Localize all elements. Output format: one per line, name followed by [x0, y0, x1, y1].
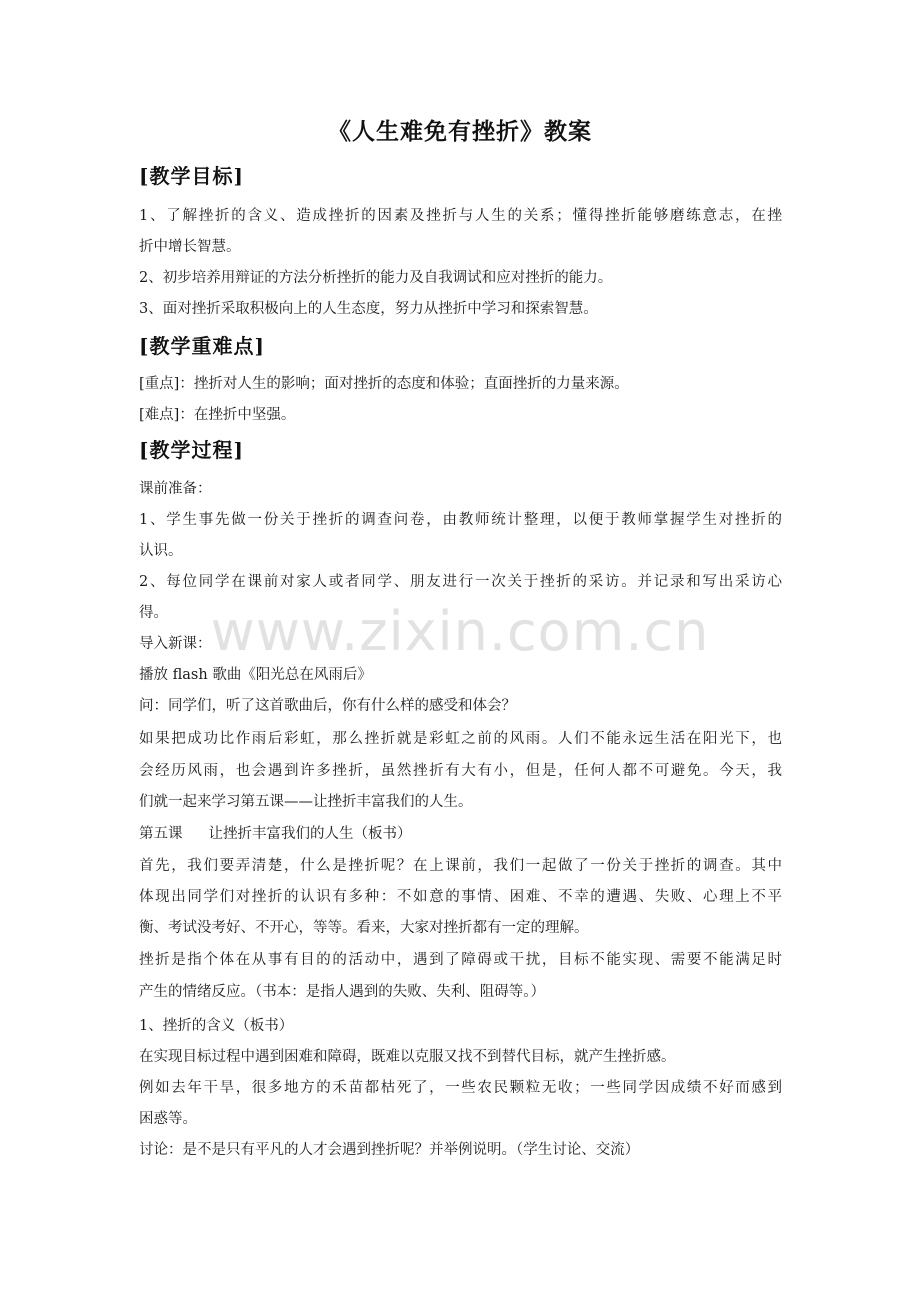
- process-line-20: 例如去年干旱，很多地方的禾苗都枯死了，一些农民颗粒无收；一些同学因成绩不好而感到: [139, 1080, 782, 1096]
- process-line-2: 1、学生事先做一份关于挫折的调查问卷，由教师统计整理，以便于教师掌握学生对挫折的: [139, 512, 782, 528]
- goals-line-3: 2、初步培养用辩证的方法分析挫折的能力及自我调试和应对挫折的能力。: [139, 270, 613, 286]
- process-line-15: 衡、考试没考好、不开心，等等。看来，大家对挫折都有一定的理解。: [139, 920, 589, 936]
- key-points-line-1: [重点]：挫折对人生的影响；面对挫折的态度和体验；直面挫折的力量来源。: [139, 376, 629, 392]
- lesson-number: 第五课: [139, 826, 183, 842]
- watermark: www.zixin.com.cn: [210, 600, 710, 663]
- goals-line-1: 1、了解挫折的含义、造成挫折的因素及挫折与人生的关系；懂得挫折能够磨练意志，在挫: [139, 208, 782, 224]
- key-points-line-2: [难点]：在挫折中坚强。: [139, 407, 296, 423]
- process-line-19: 在实现目标过程中遇到困难和障碍，既难以克服又找不到替代目标，就产生挫折感。: [139, 1049, 676, 1065]
- process-line-16: 挫折是指个体在从事有目的的活动中，遇到了障碍或干扰，目标不能实现、需要不能满足时: [139, 952, 782, 968]
- process-line-6: 导入新课：: [139, 636, 212, 652]
- process-line-18: 1、挫折的含义（板书）: [139, 1018, 294, 1034]
- goals-line-2: 折中增长智慧。: [139, 239, 241, 255]
- process-line-8: 问：同学们，听了这首歌曲后，你有什么样的感受和体会？: [139, 698, 516, 714]
- section-heading-key-points: [教学重难点]: [139, 334, 265, 358]
- process-line-22: 讨论：是不是只有平凡的人才会遇到挫折呢？并举例说明。（学生讨论、交流）: [139, 1142, 640, 1158]
- process-line-1: 课前准备：: [139, 481, 212, 497]
- process-line-7: 播放 flash 歌曲《阳光总在风雨后》: [139, 667, 372, 683]
- document-title: 《人生难免有挫折》教案: [328, 118, 592, 145]
- lesson-title: 让挫折丰富我们的人生（板书）: [208, 826, 412, 842]
- process-line-3: 认识。: [139, 543, 183, 559]
- process-line-21: 困惑等。: [139, 1111, 197, 1127]
- process-line-13: 首先，我们要弄清楚，什么是挫折呢？在上课前，我们一起做了一份关于挫折的调查。其中: [139, 858, 782, 874]
- goals-line-4: 3、面对挫折采取积极向上的人生态度，努力从挫折中学习和探索智慧。: [139, 301, 598, 317]
- process-line-5: 得。: [139, 605, 168, 621]
- section-heading-goals: [教学目标]: [139, 164, 244, 188]
- section-heading-process: [教学过程]: [139, 438, 244, 462]
- process-line-11: 们就一起来学习第五课——让挫折丰富我们的人生。: [139, 794, 473, 810]
- process-line-14: 体现出同学们对挫折的认识有多种：不如意的事情、困难、不幸的遭遇、失败、心理上不平: [139, 889, 782, 905]
- process-line-9: 如果把成功比作雨后彩虹，那么挫折就是彩虹之前的风雨。人们不能永远生活在阳光下，也: [139, 731, 782, 747]
- process-line-12: [139, 822, 412, 843]
- process-line-4: 2、每位同学在课前对家人或者同学、朋友进行一次关于挫折的采访。并记录和写出采访心: [139, 574, 782, 590]
- process-line-10: 会经历风雨，也会遇到许多挫折，虽然挫折有大有小，但是，任何人都不可避免。今天，我: [139, 763, 782, 779]
- process-line-17: 产生的情绪反应。（书本：是指人遇到的失败、失利、阻碍等。）: [139, 984, 545, 1000]
